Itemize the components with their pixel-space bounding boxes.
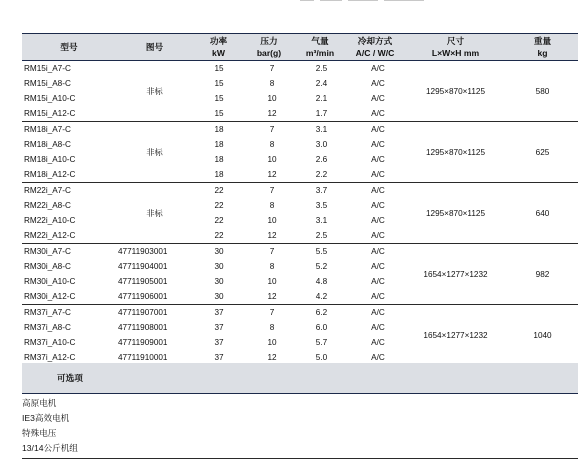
spec-table	[22, 33, 578, 366]
cell-airflow: 3.0	[315, 140, 328, 149]
cell-pressure: 8	[269, 262, 275, 271]
cell-weight: 580	[507, 61, 578, 122]
cell-airflow: 3.1	[315, 216, 328, 225]
table-row	[22, 122, 578, 138]
cell-model: RM37i_A7-C	[24, 308, 71, 317]
cell-drawing: 47711908001	[118, 323, 168, 332]
cell-airflow: 3.5	[315, 201, 328, 210]
cell-dimensions: 1654×1277×1232	[404, 305, 507, 366]
cell-pressure: 8	[269, 79, 275, 88]
cell-pressure: 8	[269, 323, 275, 332]
cell-model: RM37i_A10-C	[24, 338, 76, 347]
cell-pressure: 10	[267, 216, 277, 225]
cell-power: 18	[214, 140, 224, 149]
cell-airflow: 2.1	[315, 94, 328, 103]
cell-airflow: 2.6	[315, 155, 328, 164]
cell-model: RM18i_A8-C	[24, 140, 71, 149]
cell-airflow: 6.2	[315, 308, 328, 317]
cell-airflow: 3.7	[315, 186, 328, 195]
cell-pressure: 12	[244, 289, 294, 305]
top-fragment-line	[300, 0, 480, 3]
cell-airflow: 2.2	[294, 167, 346, 183]
cell-model: RM30i_A8-C	[24, 262, 71, 271]
header-cooling: 冷却方式 A/C / W/C	[346, 34, 404, 61]
cell-dimensions: 1295×870×1125	[404, 61, 507, 122]
cell-drawing: 47711907001	[118, 308, 168, 317]
cell-airflow: 1.7	[294, 106, 346, 122]
cell-cooling: A/C	[371, 262, 385, 271]
header-drawing: 图号	[116, 34, 193, 61]
cell-pressure: 7	[269, 125, 275, 134]
header-model: 型号	[22, 34, 116, 61]
cell-pressure: 7	[269, 186, 275, 195]
cell-power: 30	[214, 247, 224, 256]
cell-airflow: 5.2	[315, 262, 328, 271]
cell-power: 37	[214, 338, 224, 347]
option-item: 高原电机	[22, 398, 57, 408]
cell-drawing: 47711910001	[116, 350, 193, 366]
cell-drawing: 非标	[116, 183, 193, 244]
cell-cooling: A/C	[371, 216, 385, 225]
cell-power: 37	[193, 350, 244, 366]
cell-cooling: A/C	[346, 167, 404, 183]
cell-airflow: 4.8	[315, 277, 328, 286]
cell-pressure: 12	[244, 228, 294, 244]
cell-airflow: 4.2	[294, 289, 346, 305]
cell-cooling: A/C	[371, 186, 385, 195]
cell-dimensions: 1295×870×1125	[404, 122, 507, 183]
cell-power: 15	[214, 64, 224, 73]
cell-model: RM15i_A10-C	[24, 94, 76, 103]
cell-cooling: A/C	[371, 140, 385, 149]
cell-model: RM30i_A7-C	[24, 247, 71, 256]
table-row	[22, 244, 578, 260]
header-pressure: 压力 bar(g)	[244, 34, 294, 61]
cell-airflow: 2.5	[294, 228, 346, 244]
cell-pressure: 12	[244, 106, 294, 122]
cell-power: 18	[214, 155, 224, 164]
header-power: 功率 kW	[193, 34, 244, 61]
cell-airflow: 3.1	[315, 125, 328, 134]
header-row	[22, 34, 578, 61]
cell-model: RM15i_A7-C	[24, 64, 71, 73]
header-dimensions: 尺寸 L×W×H mm	[404, 34, 507, 61]
cell-weight: 625	[507, 122, 578, 183]
cell-cooling: A/C	[346, 289, 404, 305]
bottom-rule	[22, 458, 578, 459]
cell-weight: 1040	[507, 305, 578, 366]
cell-power: 15	[193, 106, 244, 122]
cell-power: 22	[193, 228, 244, 244]
cell-pressure: 12	[244, 350, 294, 366]
cell-pressure: 10	[267, 338, 277, 347]
table-row	[22, 61, 578, 77]
cell-power: 15	[214, 79, 224, 88]
cell-pressure: 10	[267, 155, 277, 164]
cell-pressure: 7	[269, 247, 275, 256]
cell-model: RM22i_A12-C	[22, 228, 116, 244]
spec-table-body	[22, 61, 578, 366]
cell-pressure: 8	[269, 140, 275, 149]
option-item: 特殊电压	[22, 428, 57, 438]
cell-drawing: 47711906001	[116, 289, 193, 305]
cell-model: RM18i_A12-C	[22, 167, 116, 183]
cell-model: RM22i_A7-C	[24, 186, 71, 195]
cell-weight: 982	[507, 244, 578, 305]
cell-pressure: 10	[267, 94, 277, 103]
cell-drawing: 非标	[116, 61, 193, 122]
cell-model: RM18i_A10-C	[24, 155, 76, 164]
cell-pressure: 12	[244, 167, 294, 183]
cell-cooling: A/C	[371, 323, 385, 332]
cell-pressure: 10	[267, 277, 277, 286]
cell-model: RM37i_A8-C	[24, 323, 71, 332]
cell-drawing: 47711909001	[118, 338, 168, 347]
cell-airflow: 2.5	[315, 64, 328, 73]
cell-cooling: A/C	[371, 308, 385, 317]
cell-cooling: A/C	[371, 125, 385, 134]
cell-cooling: A/C	[346, 106, 404, 122]
cell-cooling: A/C	[346, 350, 404, 366]
cell-airflow: 5.5	[315, 247, 328, 256]
cell-model: RM18i_A7-C	[24, 125, 71, 134]
cell-power: 30	[214, 277, 224, 286]
cell-pressure: 7	[269, 64, 275, 73]
cell-drawing: 47711903001	[118, 247, 168, 256]
cell-drawing: 非标	[116, 122, 193, 183]
cell-model: RM22i_A10-C	[24, 216, 76, 225]
cell-cooling: A/C	[371, 247, 385, 256]
cell-power: 22	[214, 186, 224, 195]
header-weight: 重量 kg	[507, 34, 578, 61]
cell-power: 22	[214, 216, 224, 225]
cell-cooling: A/C	[371, 338, 385, 347]
cell-model: RM30i_A10-C	[24, 277, 76, 286]
cell-model: RM22i_A8-C	[24, 201, 71, 210]
table-row	[22, 305, 578, 321]
cell-airflow: 6.0	[315, 323, 328, 332]
cell-airflow: 2.4	[315, 79, 328, 88]
cell-cooling: A/C	[371, 277, 385, 286]
cell-power: 37	[214, 323, 224, 332]
table-row	[22, 183, 578, 199]
cell-model: RM30i_A12-C	[22, 289, 116, 305]
cell-cooling: A/C	[371, 79, 385, 88]
cell-power: 18	[193, 167, 244, 183]
header-airflow: 气量 m³/min	[294, 34, 346, 61]
cell-drawing: 47711904001	[118, 262, 168, 271]
cell-drawing: 47711905001	[118, 277, 168, 286]
cell-power: 18	[214, 125, 224, 134]
option-item: 13/14公斤机组	[22, 443, 78, 453]
cell-cooling: A/C	[371, 201, 385, 210]
cell-model: RM15i_A8-C	[24, 79, 71, 88]
cell-pressure: 8	[269, 201, 275, 210]
cell-pressure: 7	[269, 308, 275, 317]
cell-model: RM15i_A12-C	[22, 106, 116, 122]
cell-weight: 640	[507, 183, 578, 244]
option-item: IE3高效电机	[22, 413, 70, 423]
cell-power: 37	[214, 308, 224, 317]
cell-power: 30	[193, 289, 244, 305]
cell-airflow: 5.0	[294, 350, 346, 366]
options-list	[22, 396, 78, 456]
cell-cooling: A/C	[371, 94, 385, 103]
cell-airflow: 5.7	[315, 338, 328, 347]
cell-power: 22	[214, 201, 224, 210]
cell-cooling: A/C	[371, 64, 385, 73]
options-header	[22, 363, 578, 394]
cell-dimensions: 1654×1277×1232	[404, 244, 507, 305]
cell-power: 15	[214, 94, 224, 103]
cell-model: RM37i_A12-C	[22, 350, 116, 366]
options-title: 可选项	[57, 373, 83, 383]
cell-dimensions: 1295×870×1125	[404, 183, 507, 244]
cell-power: 30	[214, 262, 224, 271]
cell-cooling: A/C	[371, 155, 385, 164]
cell-cooling: A/C	[346, 228, 404, 244]
